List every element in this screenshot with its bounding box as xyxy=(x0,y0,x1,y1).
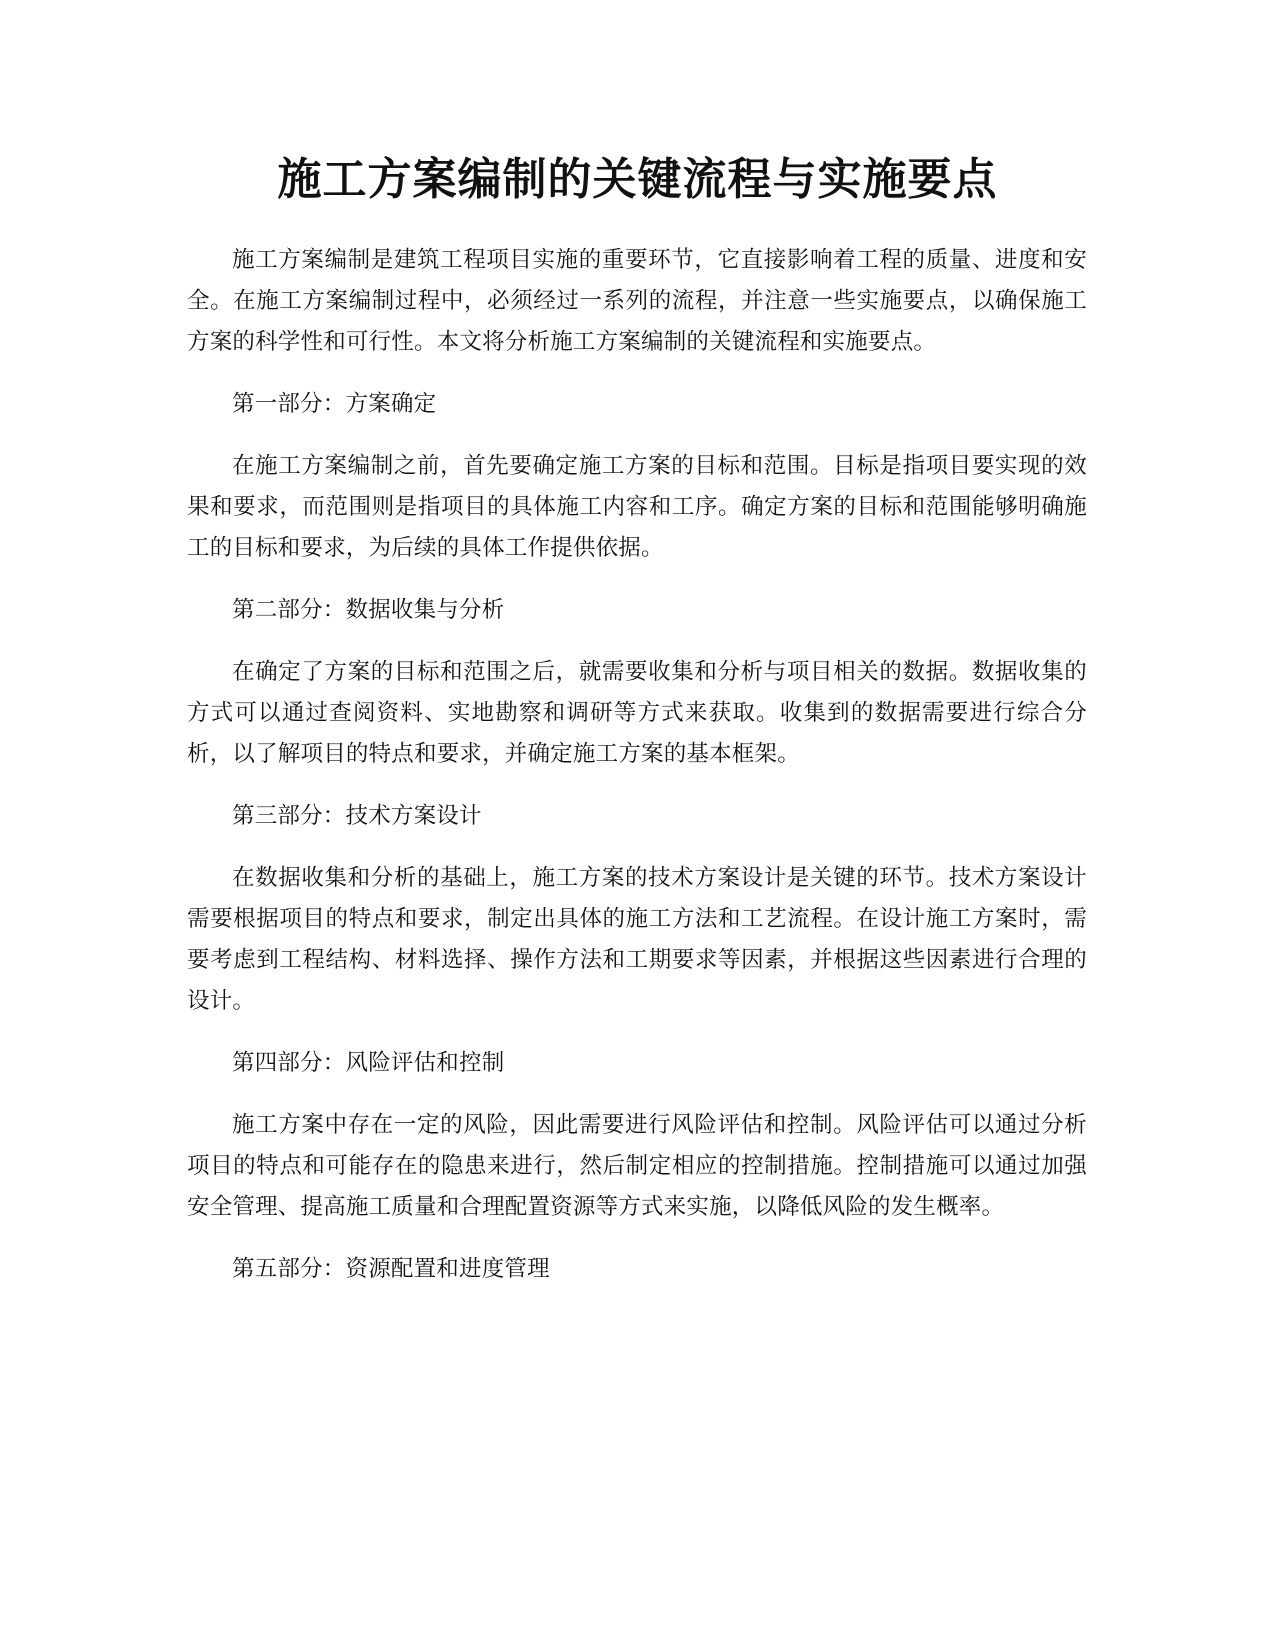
section-heading-4: 第四部分：风险评估和控制 xyxy=(232,1050,505,1076)
section-paragraph-4: 施工方案中存在一定的风险，因此需要进行风险评估和控制。风险评估可以通过分析项目的特点和可能存在的隐患来进行，然后制定相应的控制措施。控制措施可以通过加强安全管理、提高施工质量和合理配置资源等方式来实施，以降低风险的发生概率。 xyxy=(187,1112,1087,1220)
section-heading-3: 第三部分：技术方案设计 xyxy=(232,803,482,829)
section-paragraph-3: 在数据收集和分析的基础上，施工方案的技术方案设计是关键的环节。技术方案设计需要根据项目的特点和要求，制定出具体的施工方法和工艺流程。在设计施工方案时，需要考虑到工程结构、材料选择、操作方法和工期要求等因素，并根据这些因素进行合理的设计。 xyxy=(187,865,1087,1014)
document-title: 施工方案编制的关键流程与实施要点 xyxy=(277,154,998,205)
section-paragraph-1: 在施工方案编制之前，首先要确定施工方案的目标和范围。目标是指项目要实现的效果和要求，而范围则是指项目的具体施工内容和工序。确定方案的目标和范围能够明确施工的目标和要求，为后续的具体工作提供依据。 xyxy=(187,453,1087,561)
intro-paragraph: 施工方案编制是建筑工程项目实施的重要环节，它直接影响着工程的质量、进度和安全。在施工方案编制过程中，必须经过一系列的流程，并注意一些实施要点，以确保施工方案的科学性和可行性。本文将分析施工方案编制的关键流程和实施要点。 xyxy=(187,247,1087,355)
section-heading-5: 第五部分：资源配置和进度管理 xyxy=(232,1256,550,1282)
section-heading-2: 第二部分：数据收集与分析 xyxy=(232,597,505,623)
section-heading-1: 第一部分：方案确定 xyxy=(232,391,437,417)
document-body xyxy=(187,240,1087,1311)
section-paragraph-2: 在确定了方案的目标和范围之后，就需要收集和分析与项目相关的数据。数据收集的方式可以通过查阅资料、实地勘察和调研等方式来获取。收集到的数据需要进行综合分析，以了解项目的特点和要求，并确定施工方案的基本框架。 xyxy=(187,659,1087,767)
